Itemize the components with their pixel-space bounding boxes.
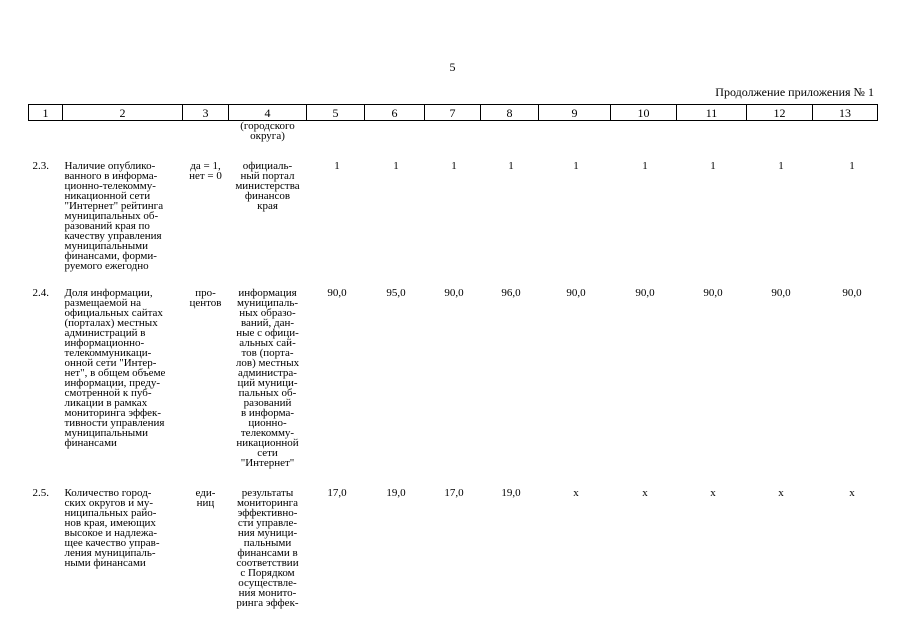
header-cell: 7 — [425, 105, 481, 121]
continued-source-cell: (городского округа) — [240, 120, 295, 142]
value-cell: 1 — [573, 160, 579, 172]
indicator-name: Наличие опублико- ванного в информа- ционно-телекомму- никационной сети "Интернет" рейтинга муниципальных об- разований края по качеству управления муниципальными финансами, форми- руемого ежегодно — [64, 160, 164, 272]
unit-cell: про- центов — [189, 287, 222, 309]
value-cell: 1 — [451, 160, 457, 172]
header-cell: 8 — [481, 105, 539, 121]
value-cell: 90,0 — [635, 287, 655, 299]
value-cell: 96,0 — [501, 287, 521, 299]
row-number: 2.5. — [32, 487, 49, 499]
value-cell: x — [849, 487, 855, 499]
header-cell: 5 — [307, 105, 365, 121]
value-cell: x — [642, 487, 648, 499]
header-cell: 1 — [29, 105, 63, 121]
value-cell: x — [778, 487, 784, 499]
value-cell: 1 — [778, 160, 784, 172]
value-cell: 90,0 — [842, 287, 862, 299]
value-cell: 1 — [334, 160, 340, 172]
indicator-name: Доля информации, размещаемой на официальных сайтах (порталах) местных администраций в информационно- телекоммуникаци- онной сети "Интер- нет", в общем объеме информации, преду- смотренной к пуб- ликации в рамках мониторинга эффек- тивности управления муниципальными финансами — [64, 287, 166, 449]
page-number: 5 — [449, 60, 456, 74]
header-cell: 2 — [63, 105, 183, 121]
source-cell: официаль- ный портал министерства финансов края — [235, 160, 300, 212]
value-cell: 17,0 — [327, 487, 347, 499]
value-cell: x — [573, 487, 579, 499]
indicators-table — [28, 104, 878, 628]
value-cell: 90,0 — [444, 287, 464, 299]
source-cell: результаты мониторинга эффективно- сти управле- ния муници- пальными финансами в соответствии с Порядком осуществле- ния монито- ринга эффек- — [236, 487, 299, 609]
value-cell: 17,0 — [444, 487, 464, 499]
value-cell: 1 — [710, 160, 716, 172]
row-number: 2.3. — [32, 160, 49, 172]
continuation-label: Продолжение приложения № 1 — [715, 85, 874, 99]
table-row — [29, 288, 878, 488]
header-cell: 9 — [539, 105, 611, 121]
header-cell: 10 — [611, 105, 677, 121]
indicator-name: Количество город- ских округов и му- ниципальных райо- нов края, имеющих высокое и надлежа- щее качество управ- ления муниципаль- ными финансами — [64, 487, 160, 569]
header-cell: 13 — [813, 105, 878, 121]
header-cell: 3 — [183, 105, 229, 121]
value-cell: 1 — [508, 160, 514, 172]
value-cell: 90,0 — [771, 287, 791, 299]
header-cell: 12 — [747, 105, 813, 121]
header-row — [29, 105, 878, 121]
value-cell: 90,0 — [327, 287, 347, 299]
value-cell: 90,0 — [703, 287, 723, 299]
table-row-continued — [29, 121, 878, 162]
header-cell: 11 — [677, 105, 747, 121]
unit-cell: еди- ниц — [195, 487, 216, 509]
value-cell: 19,0 — [501, 487, 521, 499]
row-number: 2.4. — [32, 287, 49, 299]
value-cell: 19,0 — [386, 487, 406, 499]
header-cell: 4 — [229, 105, 307, 121]
source-cell: информация муниципаль- ных образо- ваний, дан- ные с офици- альных сай- тов (порта- лов) местных администра- ций муници- пальных об- разований в информа- ционно- телекомму- никационной сети "Интернет" — [235, 287, 300, 469]
value-cell: 1 — [849, 160, 855, 172]
header-cell: 6 — [365, 105, 425, 121]
value-cell: 95,0 — [386, 287, 406, 299]
unit-cell: да = 1, нет = 0 — [189, 160, 222, 182]
value-cell: x — [710, 487, 716, 499]
value-cell: 90,0 — [566, 287, 586, 299]
table-row — [29, 488, 878, 628]
value-cell: 1 — [642, 160, 648, 172]
table-row — [29, 161, 878, 288]
value-cell: 1 — [393, 160, 399, 172]
